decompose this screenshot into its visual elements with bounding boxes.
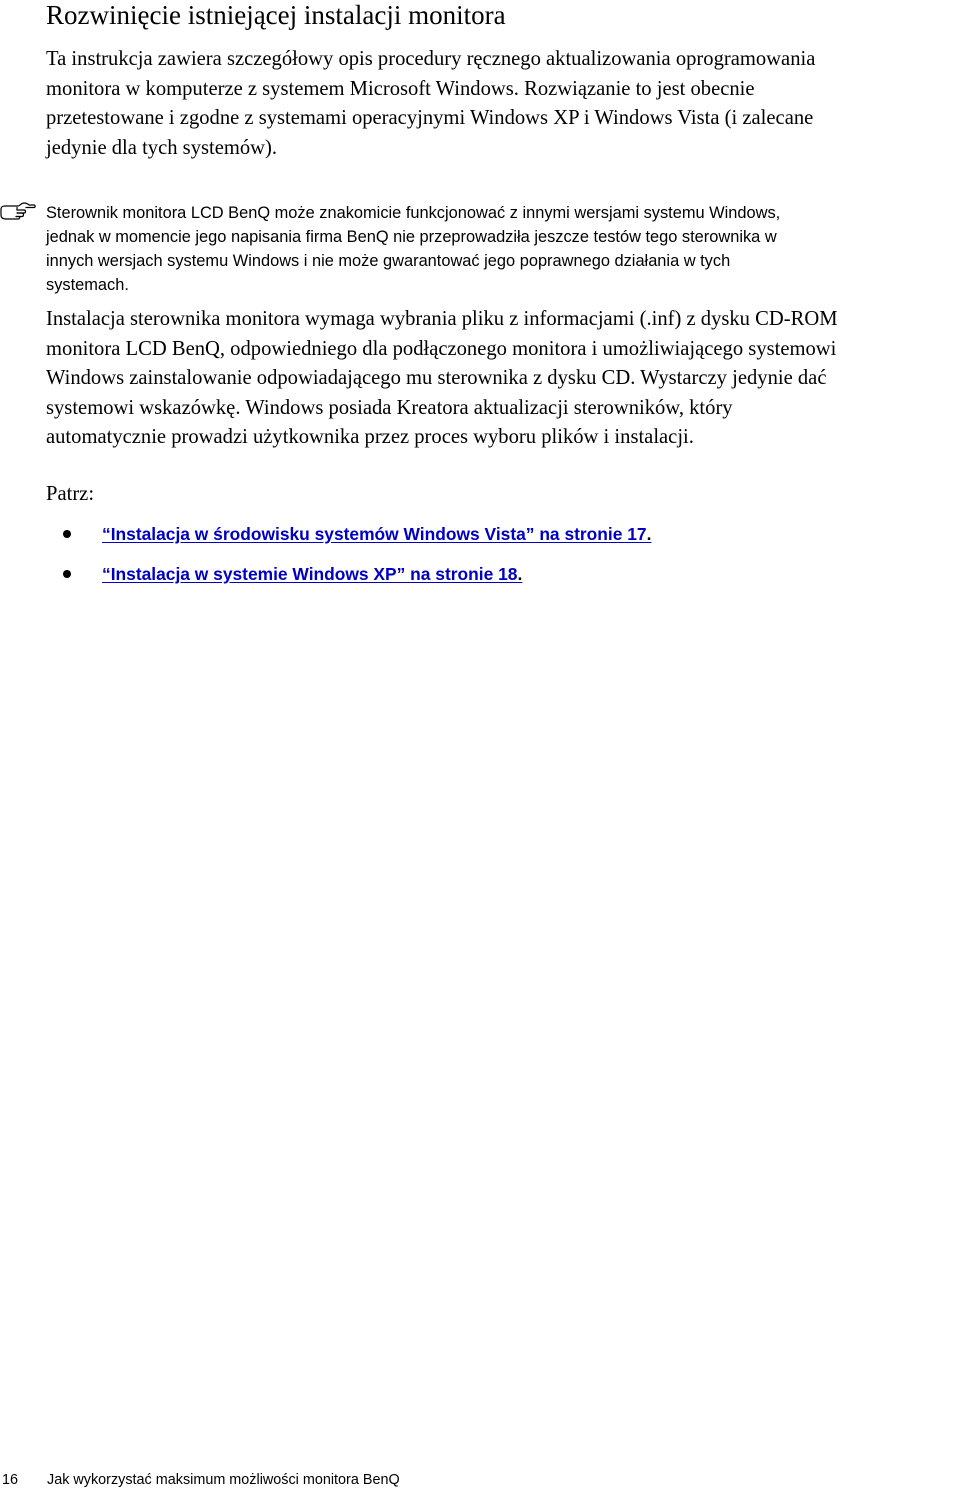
bullet-icon	[63, 570, 71, 578]
intro-line: przetestowane i zgodne z systemami operacyjnymi Windows XP i Windows Vista (i zalecane	[46, 107, 814, 129]
page-number: 16	[2, 1472, 19, 1488]
note-line: Sterownik monitora LCD BenQ może znakomicie funkcjonować z innymi wersjami systemu Windows,	[46, 204, 781, 222]
footer-title: Jak wykorzystać maksimum możliwości monitora BenQ	[47, 1472, 400, 1488]
intro-line: Ta instrukcja zawiera szczegółowy opis procedury ręcznego aktualizowania oprogramowania	[46, 48, 816, 70]
link-label: “Instalacja w środowisku systemów Windows Vista” na stronie 17	[102, 524, 647, 544]
link-label: “Instalacja w systemie Windows XP” na stronie 18	[102, 564, 518, 584]
link-period: .	[646, 524, 652, 544]
note-line: innych wersjach systemu Windows i nie może gwarantować jego poprawnego działania w tych	[46, 252, 731, 270]
note-line: jednak w momencie jego napisania firma BenQ nie przeprowadziła jeszcze testów tego sterownika w	[46, 228, 777, 246]
body-line: monitora LCD BenQ, odpowiedniego dla podłączonego monitora i umożliwiającego systemowi	[46, 337, 837, 360]
intro-line: monitora w komputerze z systemem Microsoft Windows. Rozwiązanie to jest obecnie	[46, 77, 755, 100]
body-paragraph	[46, 305, 958, 453]
link-windows-xp-install[interactable]	[102, 563, 522, 585]
intro-line: jedynie dla tych systemów).	[46, 136, 278, 159]
bullet-icon	[63, 530, 71, 538]
body-line: Windows zainstalowanie odpowiadającego mu sterownika z dysku CD. Wystarczy jedynie dać	[46, 367, 827, 389]
body-line: systemowi wskazówkę. Windows posiada Kreatora aktualizacji sterowników, który	[46, 396, 733, 419]
link-windows-vista-install[interactable]	[102, 523, 651, 545]
see-also-label: Patrz:	[46, 483, 95, 505]
note-line: systemach.	[46, 276, 129, 294]
note-paragraph	[46, 201, 958, 297]
pointing-hand-icon	[0, 200, 36, 222]
link-period: .	[517, 564, 523, 584]
section-title: Rozwinięcie istniejącej instalacji monitora	[46, 0, 506, 30]
body-line: Instalacja sterownika monitora wymaga wybrania pliku z informacjami (.inf) z dysku CD-ROM	[46, 308, 838, 330]
body-line: automatycznie prowadzi użytkownika przez proces wyboru plików i instalacji.	[46, 426, 694, 448]
intro-paragraph	[46, 45, 956, 163]
page-footer	[0, 1470, 960, 1492]
